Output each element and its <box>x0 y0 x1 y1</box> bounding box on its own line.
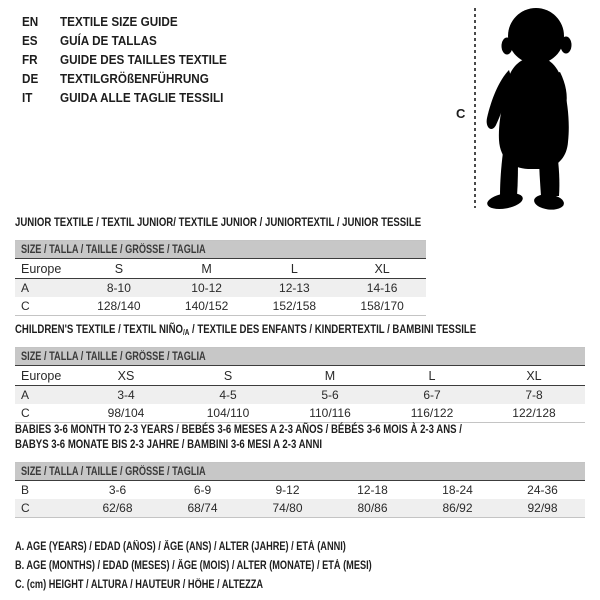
table-cell: 110/116 <box>309 406 351 420</box>
table-cell: 14-16 <box>366 281 398 295</box>
table-cell: 6-7 <box>423 388 441 402</box>
row-label: B <box>21 483 30 497</box>
table-size-header-bar <box>15 462 585 481</box>
footer-note <box>15 576 461 595</box>
language-list <box>22 12 245 107</box>
table-cell: XS <box>117 368 135 383</box>
table-row <box>15 297 426 316</box>
footer-note <box>15 557 461 576</box>
table-cell: M <box>324 368 336 383</box>
column-header-row <box>15 259 426 279</box>
column-header-row <box>15 366 585 386</box>
table-cell: 10-12 <box>191 281 222 295</box>
table-cell: 86/92 <box>442 501 473 515</box>
table-title <box>15 215 426 230</box>
table-cell: 5-6 <box>321 388 339 402</box>
table-cell: 18-24 <box>442 483 473 497</box>
title-text: / TEXTILE DES ENFANTS / KINDERTEXTIL / BAMBINI TESSILE <box>189 322 477 336</box>
table-cell: 8-10 <box>106 281 131 295</box>
language-label: GUIDA ALLE TAGLIE TESSILI <box>60 90 224 105</box>
table-row <box>15 499 585 518</box>
table-cell: 158/170 <box>360 299 404 313</box>
row-label: Europe <box>21 261 62 276</box>
footer-notes <box>15 538 461 595</box>
table-cell: 62/68 <box>102 501 133 515</box>
table-cell: L <box>428 368 436 383</box>
table-cell: 12-18 <box>357 483 388 497</box>
table-cell: 128/140 <box>97 299 141 313</box>
table-cell: 74/80 <box>272 501 303 515</box>
language-label: TEXTILGRÖßENFÜHRUNG <box>60 71 209 86</box>
table-cell: 68/74 <box>187 501 218 515</box>
row-label: Europe <box>21 368 62 383</box>
table-junior-textile <box>15 215 426 316</box>
table-cell: 104/110 <box>206 406 250 420</box>
footer-note-text: A. AGE (YEARS) / EDAD (AÑOS) / ÂGE (ANS) / ALTER (JAHRE) / ETÀ (ANNI) <box>15 541 346 553</box>
table-size-header-text: SIZE / TALLA / TAILLE / GRÖSSE / TAGLIA <box>21 244 206 256</box>
row-label: C <box>21 406 30 420</box>
title-text: BABIES 3-6 MONTH TO 2-3 YEARS / BEBÉS 3-6 MESES A 2-3 AÑOS / BÉBÉS 3-6 MOIS À 2-3 ANS / <box>15 422 462 436</box>
table-cell: 92/98 <box>527 501 558 515</box>
toddler-silhouette-image <box>483 6 573 212</box>
table-size-header-text: SIZE / TALLA / TAILLE / GRÖSSE / TAGLIA <box>21 351 206 363</box>
table-title-line <box>15 422 585 437</box>
language-code: EN <box>22 14 39 29</box>
title-text: CHILDREN'S TEXTILE / TEXTIL NIÑO <box>15 322 183 336</box>
footer-note-text: C. (cm) HEIGHT / ALTURA / HAUTEUR / HÖHE / ALTEZZA <box>15 579 264 591</box>
table-cell: 24-36 <box>527 483 558 497</box>
row-label: C <box>21 299 30 313</box>
title-text: BABYS 3-6 MONATE BIS 2-3 JAHRE / BAMBINI 3-6 MESI A 2-3 ANNI <box>15 437 323 451</box>
table-title <box>15 322 585 337</box>
table-cell: 80/86 <box>357 501 388 515</box>
language-row <box>22 50 245 69</box>
language-label: TEXTILE SIZE GUIDE <box>60 14 178 29</box>
table-title-line <box>15 215 426 230</box>
table-childrens-textile <box>15 322 585 423</box>
height-measure-dashed-line <box>474 8 476 208</box>
table-size-header-bar <box>15 347 585 366</box>
language-label: GUIDE DES TAILLES TEXTILE <box>60 52 227 67</box>
table-cell: 3-6 <box>108 483 127 497</box>
table-cell: 3-4 <box>117 388 135 402</box>
footer-note-text: B. AGE (MONTHS) / EDAD (MESES) / ÂGE (MOIS) / ALTER (MONATE) / ETÀ (MESI) <box>15 560 372 572</box>
language-code: ES <box>22 33 38 48</box>
table-size-header-bar <box>15 240 426 259</box>
table-cell: 4-5 <box>219 388 237 402</box>
table-row <box>15 386 585 404</box>
table-row <box>15 279 426 297</box>
language-row <box>22 88 245 107</box>
title-text: JUNIOR TEXTILE / TEXTIL JUNIOR/ TEXTILE JUNIOR / JUNIORTEXTIL / JUNIOR TESSILE <box>15 215 422 229</box>
row-label: A <box>21 388 30 402</box>
table-cell: XL <box>374 261 390 276</box>
language-code: IT <box>22 90 33 105</box>
language-row <box>22 31 245 50</box>
table-cell: M <box>201 261 212 276</box>
table-title-line <box>15 437 585 452</box>
table-cell: L <box>290 261 298 276</box>
table-size-header-text: SIZE / TALLA / TAILLE / GRÖSSE / TAGLIA <box>21 466 206 478</box>
table-babies-textile <box>15 422 585 518</box>
table-cell: 98/104 <box>107 406 145 420</box>
table-cell: 116/122 <box>410 406 454 420</box>
table-cell: 140/152 <box>184 299 229 313</box>
table-cell: XL <box>526 368 542 383</box>
table-cell: 9-12 <box>275 483 300 497</box>
figure-measure-label: C <box>456 106 466 121</box>
language-label: GUÍA DE TALLAS <box>60 33 157 48</box>
table-title-line <box>15 322 585 337</box>
language-code: FR <box>22 52 38 67</box>
table-cell: 122/128 <box>512 406 556 420</box>
table-cell: 6-9 <box>193 483 212 497</box>
title-subscript: /A <box>182 328 190 337</box>
table-row <box>15 404 585 423</box>
table-title <box>15 422 585 452</box>
table-cell: 152/158 <box>272 299 317 313</box>
table-row <box>15 481 585 499</box>
table-cell: S <box>114 261 124 276</box>
language-row <box>22 69 245 88</box>
row-label: A <box>21 281 30 295</box>
table-cell: S <box>223 368 233 383</box>
footer-note <box>15 538 461 557</box>
table-cell: 12-13 <box>279 281 310 295</box>
row-label: C <box>21 501 30 515</box>
language-row <box>22 12 245 31</box>
language-code: DE <box>22 71 39 86</box>
table-cell: 7-8 <box>525 388 543 402</box>
